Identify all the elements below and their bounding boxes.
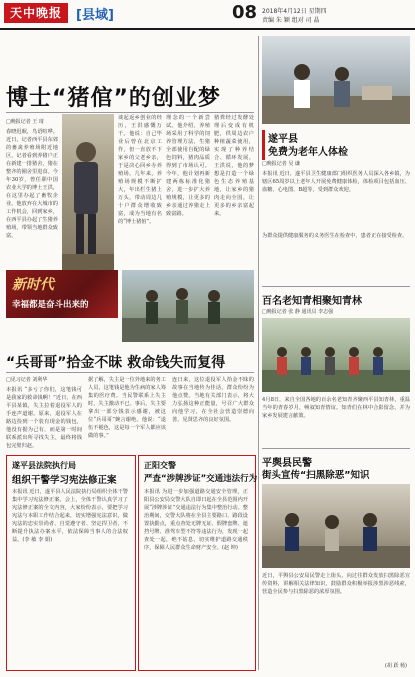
right2-body: 4月8日，来自全国各地的百余名老知青齐聚西平县知青林，重温当年的青春岁月，畅叙知青情谊。知青们在林中合影留念，并为家乡发展建言献策。 — [262, 397, 410, 419]
divider — [262, 286, 410, 287]
box2-kicker: 正阳交警 — [144, 461, 176, 470]
right3-body: 近日，平舆县公安局民警走上街头，向过往群众发放扫黑除恶宣传资料，讲解相关法律知识，鼓励群众积极举报涉黑涉恶线索，营造全民参与扫黑除恶的浓厚氛围。 — [262, 573, 410, 595]
masthead-logo: 天中晚报 — [4, 3, 68, 23]
banner-subtitle: 幸福都是奋斗出来的 — [12, 300, 89, 310]
feature-body-col3: 连日来，这位退役军人拾金不昧的故事在当地传为佳话，群众纷纷为他点赞。当地有关部门表示，将大力弘扬这种正能量，号召广大群众向他学习，在全社会营造崇德向善、见贤思齐的良好氛围。 — [172, 377, 254, 423]
right1-subhead: 免费为老年人体检 — [268, 147, 348, 158]
feature-headline: “兵哥哥”拾金不昧 救命钱失而复得 — [6, 355, 226, 371]
right1-body: 本报讯 近日，遂平县卫生健康部门组织医务人员深入各乡镇，为辖区65周岁以上老年人开展免费健康体检，体检项目包括血压、血糖、心电图、B超等，受到群众欢迎。 — [262, 171, 410, 193]
column-divider — [258, 36, 259, 670]
date-line: 2018年4月12日 星期四 — [262, 8, 327, 15]
page-header — [0, 0, 415, 30]
feature-byline: □见习记者 刘利华 — [6, 377, 48, 383]
photo-icon — [262, 484, 410, 568]
lead-body-col4: 猪粪经过发酵处理后变成有机肥，供周边农户种植蔬菜使用，实现了种养结合、循环发展。王洪说，他的梦想是打造一个绿色生态养殖基地，让家乡的猪肉走向全国，让更多的乡亲富起来。 — [214, 115, 254, 217]
lead-photo — [62, 114, 114, 270]
right2-byline: □晚报记者 张 静 通讯员 李志强 — [262, 309, 334, 315]
box1-body: 本报讯 近日，遂平县人民法院执行局组织全体干警集中学习宪法修正案。会上，全体干警认真学习了宪法修正案的全文内容，大家纷纷表示，要把学习宪法与本职工作结合起来，切实增强宪法意识，做宪法的忠实崇尚者、自觉遵守者、坚定捍卫者，不断提升执法办案水平，依法保障当事人的合法权益。(李 敏 李 娟) — [12, 489, 128, 543]
right-photo — [262, 36, 410, 124]
lead-body-col1: 春晓迟眠，鸟语喧哗。近日，记者西平县东郊的畜禽养殖场附近地区，记者看到养猪户正在新建一排猪舍，猪在整齐的圈舍里进食。今年30岁，曾任职中国农业大学的博士王洪，在这里办起了畜牧企业。他放弃在大城市的工作机会，回到家乡，在西平县办起了生猪养殖场，带领当地群众致富。 — [6, 129, 58, 239]
photo-icon — [262, 318, 410, 392]
lead-byline: □晚报记者 王 琦 — [6, 119, 44, 125]
lead-body-col2: 谈起返乡创业的经历，王洪感慨万千。他说：自己毕业后曾在北京工作，但一直放不下家乡的父老乡亲，于是决心回乡办养殖场。几年来，养殖场规模不断扩大，年出栏生猪上万头，带动周边几十户群众增收致富，成为当地有名的“博士猪倌”。 — [118, 115, 162, 225]
photo-icon — [262, 36, 410, 124]
right3-headline: 平舆县民警 — [262, 458, 312, 469]
right3-credit: (胡 跃 杨) — [384, 663, 407, 669]
right1-headline: 遂平县 — [268, 134, 298, 145]
photo-icon — [122, 270, 254, 342]
box1-kicker: 遂平县法院执行局 — [12, 461, 76, 470]
page-number: 08 — [232, 2, 258, 23]
feature-photo — [122, 270, 254, 342]
right3-photo — [262, 484, 410, 568]
box2-body: 本报讯 为进一步加强道路交通安全管理，正阳县公安局交警大队自即日起在全县范围内开展“涉牌涉证”交通违法行为集中整治行动。整治期间，交警大队将在全县主要路口、路段设置执勤点，重点查处无牌无证、假牌套牌、遮挡号牌、准驾车型不符等违法行为，发现一起查处一起，绝不姑息，切实维护道路交通秩序，保障人民群众生命财产安全。(赵 坤) — [144, 489, 248, 551]
box1-title: 组织干警学习宪法修正案 — [12, 475, 117, 486]
divider — [6, 112, 254, 113]
accent-bar — [262, 130, 265, 160]
divider — [262, 448, 410, 449]
right2-headline: 百名老知青相聚知青林 — [262, 296, 362, 307]
right2-photo — [262, 318, 410, 392]
divider — [6, 372, 254, 373]
editor-line: 责编 朱 颖 组对 司 晶 — [262, 17, 320, 24]
right1-byline: □晚报记者 吴 谦 — [262, 161, 300, 167]
right3-subhead: 街头宣传“扫黑除恶”知识 — [262, 470, 370, 481]
right1-caption: 为群众提供健康服务的义务医生在检查中，患者正在接受检查。 — [262, 233, 408, 239]
box2-title: 严查“涉牌涉证”交通违法行为 — [144, 474, 258, 484]
feature-body-col1: 本报讯 “多亏了你们，这笔钱可是我家的救命钱啊！”近日，在西平县某镇，失主拉着退役军人的手连声道谢。原来，退役军人在路边捡到一个装有现金的钱包，他没有据为己有，而是第一时间联系派出所寻找失主，最终将钱包完璧归赵。 — [6, 387, 82, 449]
lead-headline: 博士“猪倌”的创业梦 — [6, 86, 221, 111]
photo-icon — [62, 114, 114, 270]
lead-body-col3: 理念的一个新尝试。他介绍，养殖场采用了科学的饲养管理方法，生猪全部使用自配的绿色饲料，猪肉品质得到了市场认可。今年，他计划再新建两栋标准化猪舍，进一步扩大养殖规模，让更多的乡亲通过养猪走上致富路。 — [166, 115, 210, 217]
feature-banner — [6, 270, 118, 318]
section-label: [县域] — [76, 8, 114, 23]
banner-title: 新时代 — [12, 277, 54, 293]
feature-body-col2: 据了解，失主是一位外地来的务工人员，这笔钱是他为生病的家人筹集的医疗费。当民警联系上失主时，失主激动不已。事后，失主要拿出一部分钱表示感谢，被这位“兵哥哥”婉言谢绝。他说：“退伍不褪色，这是每一个军人都应该做的事。” — [88, 377, 166, 439]
